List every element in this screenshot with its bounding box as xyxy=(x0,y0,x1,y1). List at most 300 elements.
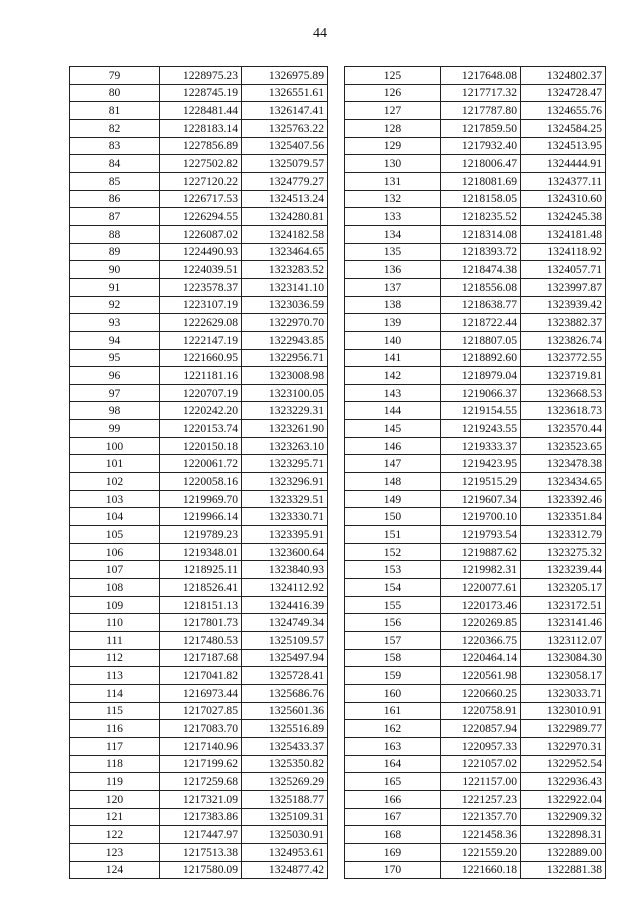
y-coordinate-cell: 1323141.10 xyxy=(242,278,328,296)
x-coordinate-cell: 1219348.01 xyxy=(160,543,242,561)
point-number-cell: 169 xyxy=(345,843,441,861)
y-coordinate-cell: 1322970.70 xyxy=(242,314,328,332)
y-coordinate-cell: 1323263.10 xyxy=(242,437,328,455)
table-row xyxy=(345,790,606,808)
x-coordinate-cell: 1220173.46 xyxy=(441,596,521,614)
point-number-cell: 154 xyxy=(345,579,441,597)
coordinate-table-left xyxy=(69,66,328,879)
point-number-cell: 148 xyxy=(345,473,441,491)
x-coordinate-cell: 1222147.19 xyxy=(160,331,242,349)
y-coordinate-cell: 1323668.53 xyxy=(521,384,606,402)
y-coordinate-cell: 1324953.61 xyxy=(242,843,328,861)
table-row xyxy=(70,208,328,226)
table-row xyxy=(70,720,328,738)
y-coordinate-cell: 1325269.29 xyxy=(242,773,328,791)
x-coordinate-cell: 1220857.94 xyxy=(441,720,521,738)
y-coordinate-cell: 1324377.11 xyxy=(521,172,606,190)
point-number-cell: 135 xyxy=(345,243,441,261)
x-coordinate-cell: 1220561.98 xyxy=(441,667,521,685)
table-row xyxy=(345,278,606,296)
x-coordinate-cell: 1224490.93 xyxy=(160,243,242,261)
point-number-cell: 112 xyxy=(70,649,160,667)
point-number-cell: 161 xyxy=(345,702,441,720)
point-number-cell: 101 xyxy=(70,455,160,473)
table-row xyxy=(345,843,606,861)
y-coordinate-cell: 1324245.38 xyxy=(521,208,606,226)
table-row xyxy=(345,543,606,561)
y-coordinate-cell: 1325407.56 xyxy=(242,137,328,155)
x-coordinate-cell: 1217480.53 xyxy=(160,632,242,650)
point-number-cell: 118 xyxy=(70,755,160,773)
x-coordinate-cell: 1218638.77 xyxy=(441,296,521,314)
y-coordinate-cell: 1326975.89 xyxy=(242,67,328,85)
table-row xyxy=(70,579,328,597)
point-number-cell: 149 xyxy=(345,490,441,508)
table-row xyxy=(345,579,606,597)
x-coordinate-cell: 1226717.53 xyxy=(160,190,242,208)
table-row xyxy=(345,773,606,791)
point-number-cell: 115 xyxy=(70,702,160,720)
y-coordinate-cell: 1323772.55 xyxy=(521,349,606,367)
x-coordinate-cell: 1217083.70 xyxy=(160,720,242,738)
x-coordinate-cell: 1218081.69 xyxy=(441,172,521,190)
x-coordinate-cell: 1220242.20 xyxy=(160,402,242,420)
point-number-cell: 131 xyxy=(345,172,441,190)
table-row xyxy=(345,667,606,685)
x-coordinate-cell: 1217787.80 xyxy=(441,102,521,120)
point-number-cell: 125 xyxy=(345,67,441,85)
y-coordinate-cell: 1324584.25 xyxy=(521,119,606,137)
x-coordinate-cell: 1220366.75 xyxy=(441,632,521,650)
table-row xyxy=(345,755,606,773)
point-number-cell: 124 xyxy=(70,861,160,879)
table-row xyxy=(70,614,328,632)
x-coordinate-cell: 1221257.23 xyxy=(441,790,521,808)
y-coordinate-cell: 1323312.79 xyxy=(521,526,606,544)
y-coordinate-cell: 1325516.89 xyxy=(242,720,328,738)
table-row xyxy=(70,826,328,844)
x-coordinate-cell: 1219700.10 xyxy=(441,508,521,526)
x-coordinate-cell: 1218006.47 xyxy=(441,155,521,173)
table-row xyxy=(70,596,328,614)
table-row xyxy=(70,737,328,755)
point-number-cell: 133 xyxy=(345,208,441,226)
y-coordinate-cell: 1323523.65 xyxy=(521,437,606,455)
point-number-cell: 137 xyxy=(345,278,441,296)
y-coordinate-cell: 1324513.95 xyxy=(521,137,606,155)
y-coordinate-cell: 1323112.07 xyxy=(521,632,606,650)
x-coordinate-cell: 1226087.02 xyxy=(160,225,242,243)
x-coordinate-cell: 1217383.86 xyxy=(160,808,242,826)
table-row xyxy=(345,490,606,508)
x-coordinate-cell: 1218314.08 xyxy=(441,225,521,243)
y-coordinate-cell: 1323600.64 xyxy=(242,543,328,561)
y-coordinate-cell: 1323058.17 xyxy=(521,667,606,685)
x-coordinate-cell: 1218979.04 xyxy=(441,367,521,385)
x-coordinate-cell: 1219154.55 xyxy=(441,402,521,420)
point-number-cell: 166 xyxy=(345,790,441,808)
x-coordinate-cell: 1222629.08 xyxy=(160,314,242,332)
point-number-cell: 160 xyxy=(345,684,441,702)
point-number-cell: 107 xyxy=(70,561,160,579)
y-coordinate-cell: 1325109.57 xyxy=(242,632,328,650)
point-number-cell: 147 xyxy=(345,455,441,473)
point-number-cell: 84 xyxy=(70,155,160,173)
page-number: 44 xyxy=(313,26,327,41)
y-coordinate-cell: 1322943.85 xyxy=(242,331,328,349)
x-coordinate-cell: 1220758.91 xyxy=(441,702,521,720)
y-coordinate-cell: 1326551.61 xyxy=(242,84,328,102)
y-coordinate-cell: 1322970.31 xyxy=(521,737,606,755)
x-coordinate-cell: 1217513.38 xyxy=(160,843,242,861)
table-row xyxy=(70,808,328,826)
y-coordinate-cell: 1324181.48 xyxy=(521,225,606,243)
point-number-cell: 114 xyxy=(70,684,160,702)
y-coordinate-cell: 1324749.34 xyxy=(242,614,328,632)
y-coordinate-cell: 1323084.30 xyxy=(521,649,606,667)
point-number-cell: 80 xyxy=(70,84,160,102)
y-coordinate-cell: 1323261.90 xyxy=(242,420,328,438)
x-coordinate-cell: 1218474.38 xyxy=(441,261,521,279)
table-row xyxy=(70,172,328,190)
y-coordinate-cell: 1323392.46 xyxy=(521,490,606,508)
x-coordinate-cell: 1226294.55 xyxy=(160,208,242,226)
x-coordinate-cell: 1220153.74 xyxy=(160,420,242,438)
table-row xyxy=(70,684,328,702)
x-coordinate-cell: 1217932.40 xyxy=(441,137,521,155)
y-coordinate-cell: 1323329.51 xyxy=(242,490,328,508)
table-row xyxy=(70,278,328,296)
x-coordinate-cell: 1219793.54 xyxy=(441,526,521,544)
table-row xyxy=(70,649,328,667)
point-number-cell: 129 xyxy=(345,137,441,155)
point-number-cell: 140 xyxy=(345,331,441,349)
table-row xyxy=(345,67,606,85)
x-coordinate-cell: 1220058.16 xyxy=(160,473,242,491)
table-row xyxy=(70,384,328,402)
x-coordinate-cell: 1217187.68 xyxy=(160,649,242,667)
x-coordinate-cell: 1217648.08 xyxy=(441,67,521,85)
point-number-cell: 163 xyxy=(345,737,441,755)
x-coordinate-cell: 1221458.36 xyxy=(441,826,521,844)
table-row xyxy=(70,119,328,137)
point-number-cell: 153 xyxy=(345,561,441,579)
point-number-cell: 139 xyxy=(345,314,441,332)
point-number-cell: 157 xyxy=(345,632,441,650)
point-number-cell: 91 xyxy=(70,278,160,296)
y-coordinate-cell: 1323100.05 xyxy=(242,384,328,402)
point-number-cell: 127 xyxy=(345,102,441,120)
table-row xyxy=(70,773,328,791)
point-number-cell: 79 xyxy=(70,67,160,85)
x-coordinate-cell: 1220150.18 xyxy=(160,437,242,455)
y-coordinate-cell: 1324112.92 xyxy=(242,579,328,597)
y-coordinate-cell: 1323464.65 xyxy=(242,243,328,261)
x-coordinate-cell: 1221357.70 xyxy=(441,808,521,826)
y-coordinate-cell: 1322909.32 xyxy=(521,808,606,826)
point-number-cell: 159 xyxy=(345,667,441,685)
y-coordinate-cell: 1325686.76 xyxy=(242,684,328,702)
y-coordinate-cell: 1323033.71 xyxy=(521,684,606,702)
table-row xyxy=(345,349,606,367)
table-row xyxy=(345,172,606,190)
point-number-cell: 126 xyxy=(345,84,441,102)
point-number-cell: 141 xyxy=(345,349,441,367)
table-row xyxy=(70,331,328,349)
table-row xyxy=(345,208,606,226)
y-coordinate-cell: 1325350.82 xyxy=(242,755,328,773)
table-row xyxy=(70,225,328,243)
table-row xyxy=(345,649,606,667)
y-coordinate-cell: 1322889.00 xyxy=(521,843,606,861)
table-row xyxy=(345,137,606,155)
y-coordinate-cell: 1322956.71 xyxy=(242,349,328,367)
x-coordinate-cell: 1218925.11 xyxy=(160,561,242,579)
x-coordinate-cell: 1219982.31 xyxy=(441,561,521,579)
x-coordinate-cell: 1217859.50 xyxy=(441,119,521,137)
y-coordinate-cell: 1324118.92 xyxy=(521,243,606,261)
point-number-cell: 162 xyxy=(345,720,441,738)
point-number-cell: 83 xyxy=(70,137,160,155)
y-coordinate-cell: 1323351.84 xyxy=(521,508,606,526)
point-number-cell: 119 xyxy=(70,773,160,791)
point-number-cell: 155 xyxy=(345,596,441,614)
x-coordinate-cell: 1219423.95 xyxy=(441,455,521,473)
x-coordinate-cell: 1218235.52 xyxy=(441,208,521,226)
table-row xyxy=(70,543,328,561)
x-coordinate-cell: 1219607.34 xyxy=(441,490,521,508)
y-coordinate-cell: 1322952.54 xyxy=(521,755,606,773)
x-coordinate-cell: 1218526.41 xyxy=(160,579,242,597)
x-coordinate-cell: 1220707.19 xyxy=(160,384,242,402)
x-coordinate-cell: 1216973.44 xyxy=(160,684,242,702)
table-row xyxy=(70,314,328,332)
point-number-cell: 85 xyxy=(70,172,160,190)
x-coordinate-cell: 1219243.55 xyxy=(441,420,521,438)
point-number-cell: 111 xyxy=(70,632,160,650)
x-coordinate-cell: 1217801.73 xyxy=(160,614,242,632)
y-coordinate-cell: 1324416.39 xyxy=(242,596,328,614)
table-row xyxy=(70,437,328,455)
y-coordinate-cell: 1325030.91 xyxy=(242,826,328,844)
table-row xyxy=(70,243,328,261)
y-coordinate-cell: 1323395.91 xyxy=(242,526,328,544)
y-coordinate-cell: 1324728.47 xyxy=(521,84,606,102)
table-row xyxy=(70,84,328,102)
y-coordinate-cell: 1325188.77 xyxy=(242,790,328,808)
y-coordinate-cell: 1323997.87 xyxy=(521,278,606,296)
table-row xyxy=(345,826,606,844)
table-row xyxy=(70,349,328,367)
table-row xyxy=(345,190,606,208)
x-coordinate-cell: 1217447.97 xyxy=(160,826,242,844)
point-number-cell: 99 xyxy=(70,420,160,438)
point-number-cell: 152 xyxy=(345,543,441,561)
y-coordinate-cell: 1323008.98 xyxy=(242,367,328,385)
x-coordinate-cell: 1219066.37 xyxy=(441,384,521,402)
y-coordinate-cell: 1324182.58 xyxy=(242,225,328,243)
table-row xyxy=(345,508,606,526)
table-row xyxy=(70,490,328,508)
table-row xyxy=(70,790,328,808)
point-number-cell: 110 xyxy=(70,614,160,632)
y-coordinate-cell: 1323205.17 xyxy=(521,579,606,597)
y-coordinate-cell: 1324280.81 xyxy=(242,208,328,226)
table-row xyxy=(70,561,328,579)
y-coordinate-cell: 1322989.77 xyxy=(521,720,606,738)
point-number-cell: 158 xyxy=(345,649,441,667)
table-row xyxy=(345,561,606,579)
point-number-cell: 86 xyxy=(70,190,160,208)
y-coordinate-cell: 1324310.60 xyxy=(521,190,606,208)
point-number-cell: 151 xyxy=(345,526,441,544)
table-row xyxy=(70,526,328,544)
point-number-cell: 90 xyxy=(70,261,160,279)
y-coordinate-cell: 1323239.44 xyxy=(521,561,606,579)
table-row xyxy=(70,367,328,385)
y-coordinate-cell: 1323296.91 xyxy=(242,473,328,491)
y-coordinate-cell: 1324444.91 xyxy=(521,155,606,173)
x-coordinate-cell: 1227502.82 xyxy=(160,155,242,173)
table-row xyxy=(345,720,606,738)
point-number-cell: 156 xyxy=(345,614,441,632)
y-coordinate-cell: 1323330.71 xyxy=(242,508,328,526)
y-coordinate-cell: 1323939.42 xyxy=(521,296,606,314)
point-number-cell: 82 xyxy=(70,119,160,137)
point-number-cell: 103 xyxy=(70,490,160,508)
table-row xyxy=(70,843,328,861)
x-coordinate-cell: 1217041.82 xyxy=(160,667,242,685)
y-coordinate-cell: 1323434.65 xyxy=(521,473,606,491)
y-coordinate-cell: 1325601.36 xyxy=(242,702,328,720)
table-row xyxy=(70,455,328,473)
x-coordinate-cell: 1217259.68 xyxy=(160,773,242,791)
y-coordinate-cell: 1322898.31 xyxy=(521,826,606,844)
y-coordinate-cell: 1325433.37 xyxy=(242,737,328,755)
y-coordinate-cell: 1323882.37 xyxy=(521,314,606,332)
x-coordinate-cell: 1220061.72 xyxy=(160,455,242,473)
table-row xyxy=(345,861,606,879)
table-row xyxy=(345,84,606,102)
point-number-cell: 97 xyxy=(70,384,160,402)
table-row xyxy=(345,331,606,349)
table-row xyxy=(70,632,328,650)
x-coordinate-cell: 1228975.23 xyxy=(160,67,242,85)
table-row xyxy=(70,190,328,208)
y-coordinate-cell: 1326147.41 xyxy=(242,102,328,120)
point-number-cell: 116 xyxy=(70,720,160,738)
table-row xyxy=(70,102,328,120)
y-coordinate-cell: 1323010.91 xyxy=(521,702,606,720)
x-coordinate-cell: 1224039.51 xyxy=(160,261,242,279)
table-row xyxy=(345,632,606,650)
y-coordinate-cell: 1324877.42 xyxy=(242,861,328,879)
x-coordinate-cell: 1217199.62 xyxy=(160,755,242,773)
point-number-cell: 102 xyxy=(70,473,160,491)
point-number-cell: 104 xyxy=(70,508,160,526)
table-row xyxy=(345,526,606,544)
point-number-cell: 142 xyxy=(345,367,441,385)
point-number-cell: 108 xyxy=(70,579,160,597)
point-number-cell: 81 xyxy=(70,102,160,120)
y-coordinate-cell: 1323283.52 xyxy=(242,261,328,279)
point-number-cell: 89 xyxy=(70,243,160,261)
y-coordinate-cell: 1323618.73 xyxy=(521,402,606,420)
x-coordinate-cell: 1217717.32 xyxy=(441,84,521,102)
point-number-cell: 122 xyxy=(70,826,160,844)
table-row xyxy=(70,667,328,685)
x-coordinate-cell: 1221559.20 xyxy=(441,843,521,861)
table-row xyxy=(345,473,606,491)
y-coordinate-cell: 1323172.51 xyxy=(521,596,606,614)
x-coordinate-cell: 1218722.44 xyxy=(441,314,521,332)
point-number-cell: 117 xyxy=(70,737,160,755)
table-row xyxy=(70,402,328,420)
table-row xyxy=(345,155,606,173)
table-row xyxy=(345,737,606,755)
x-coordinate-cell: 1223578.37 xyxy=(160,278,242,296)
x-coordinate-cell: 1218393.72 xyxy=(441,243,521,261)
x-coordinate-cell: 1221157.00 xyxy=(441,773,521,791)
y-coordinate-cell: 1323141.46 xyxy=(521,614,606,632)
point-number-cell: 164 xyxy=(345,755,441,773)
point-number-cell: 145 xyxy=(345,420,441,438)
point-number-cell: 96 xyxy=(70,367,160,385)
x-coordinate-cell: 1217027.85 xyxy=(160,702,242,720)
point-number-cell: 170 xyxy=(345,861,441,879)
x-coordinate-cell: 1221057.02 xyxy=(441,755,521,773)
point-number-cell: 94 xyxy=(70,331,160,349)
x-coordinate-cell: 1219515.29 xyxy=(441,473,521,491)
point-number-cell: 138 xyxy=(345,296,441,314)
x-coordinate-cell: 1227120.22 xyxy=(160,172,242,190)
table-row xyxy=(345,225,606,243)
table-row xyxy=(345,684,606,702)
x-coordinate-cell: 1221660.95 xyxy=(160,349,242,367)
x-coordinate-cell: 1218807.05 xyxy=(441,331,521,349)
x-coordinate-cell: 1218892.60 xyxy=(441,349,521,367)
x-coordinate-cell: 1219969.70 xyxy=(160,490,242,508)
table-row xyxy=(345,243,606,261)
point-number-cell: 144 xyxy=(345,402,441,420)
table-row xyxy=(70,420,328,438)
x-coordinate-cell: 1227856.89 xyxy=(160,137,242,155)
y-coordinate-cell: 1325109.31 xyxy=(242,808,328,826)
table-row xyxy=(345,437,606,455)
y-coordinate-cell: 1324057.71 xyxy=(521,261,606,279)
table-row xyxy=(345,455,606,473)
point-number-cell: 100 xyxy=(70,437,160,455)
x-coordinate-cell: 1217140.96 xyxy=(160,737,242,755)
table-row xyxy=(70,296,328,314)
point-number-cell: 128 xyxy=(345,119,441,137)
table-row xyxy=(70,67,328,85)
table-row xyxy=(345,402,606,420)
point-number-cell: 95 xyxy=(70,349,160,367)
y-coordinate-cell: 1324655.76 xyxy=(521,102,606,120)
table-row xyxy=(345,384,606,402)
y-coordinate-cell: 1325079.57 xyxy=(242,155,328,173)
point-number-cell: 88 xyxy=(70,225,160,243)
point-number-cell: 167 xyxy=(345,808,441,826)
x-coordinate-cell: 1228745.19 xyxy=(160,84,242,102)
point-number-cell: 106 xyxy=(70,543,160,561)
x-coordinate-cell: 1221660.18 xyxy=(441,861,521,879)
point-number-cell: 143 xyxy=(345,384,441,402)
x-coordinate-cell: 1228183.14 xyxy=(160,119,242,137)
y-coordinate-cell: 1323719.81 xyxy=(521,367,606,385)
x-coordinate-cell: 1217321.09 xyxy=(160,790,242,808)
